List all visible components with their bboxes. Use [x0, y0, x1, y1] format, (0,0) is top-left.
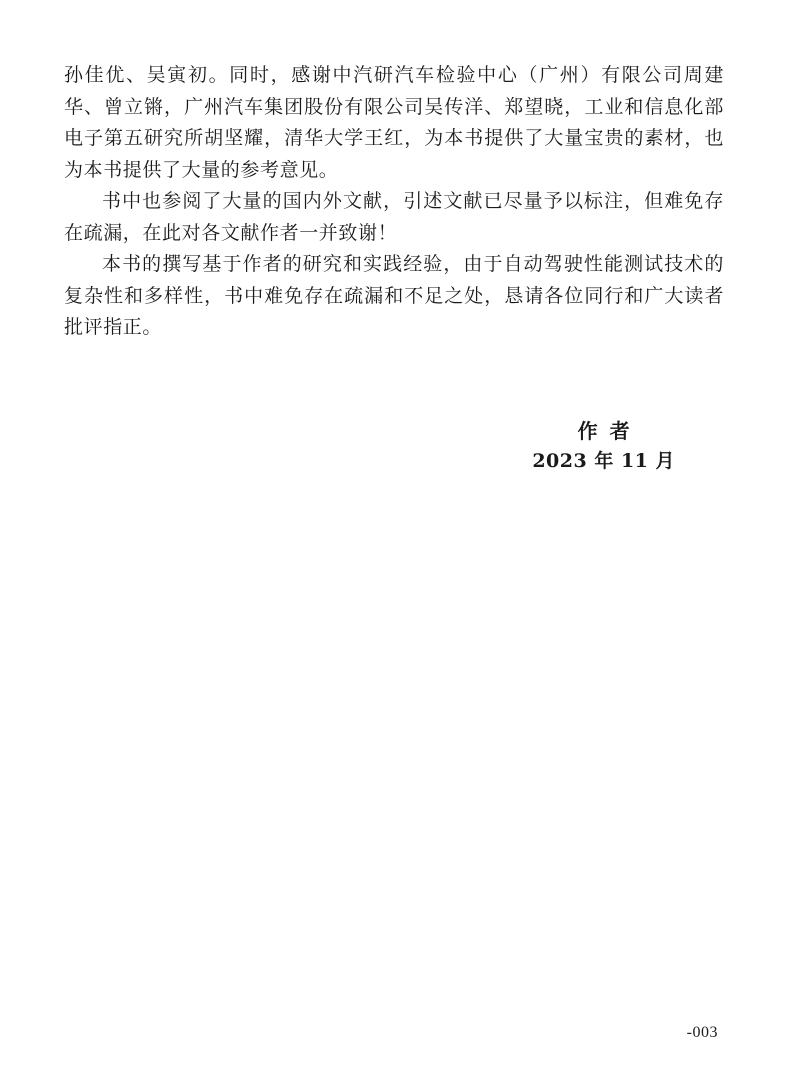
page-number: -003 — [686, 1024, 718, 1041]
paragraph-disclaimer: 本书的撰写基于作者的研究和实践经验，由于自动驾驶性能测试技术的复杂性和多样性，书中难免存在疏漏和不足之处，恳请各位同行和广大读者批评指正。 — [64, 253, 724, 338]
signature-date: 2023 年 11 月 — [532, 450, 675, 472]
paragraph-references: 书中也参阅了大量的国内外文献，引述文献已尽量予以标注，但难免存在疏漏，在此对各文献作者一并致谢！ — [64, 190, 724, 244]
signature-block — [532, 416, 675, 476]
paragraph-acknowledgement-continued: 孙佳优、吴寅初。同时，感谢中汽研汽车检验中心（广州）有限公司周建华、曾立锵，广州汽车集团股份有限公司吴传洋、郑望晓，工业和信息化部电子第五研究所胡坚耀，清华大学王红，为本书提供了大量宝贵的素材，也为本书提供了大量的参考意见。 — [64, 64, 724, 181]
signature-author: 作者 — [577, 419, 642, 443]
body-text — [64, 60, 724, 344]
